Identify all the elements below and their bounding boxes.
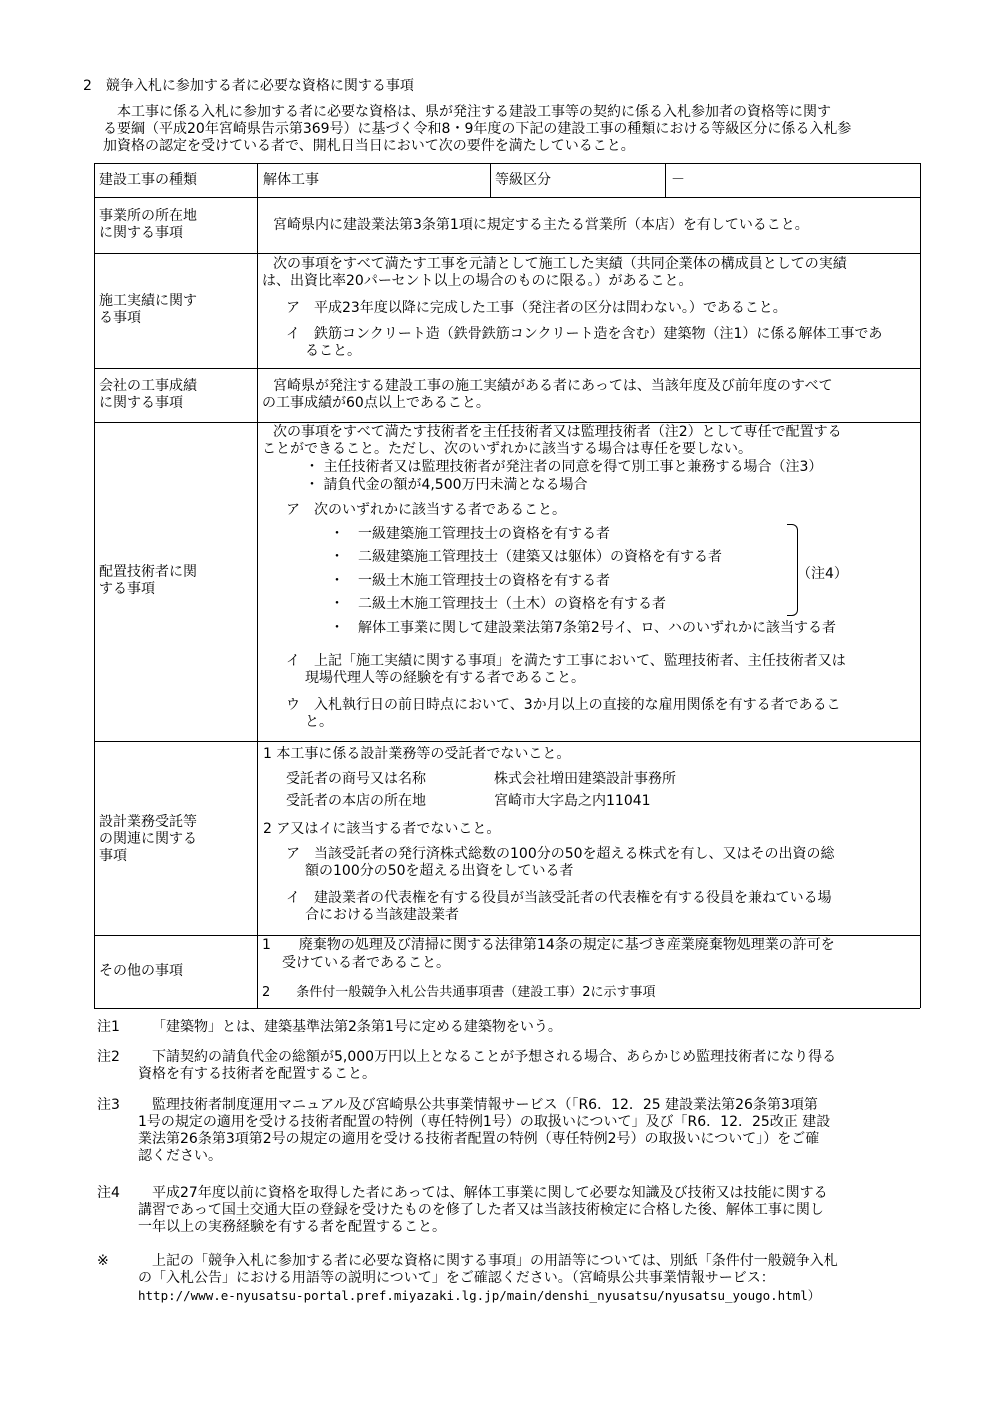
eng-label: する事項 xyxy=(99,581,155,597)
other-line: 受けている者であること。 xyxy=(282,955,450,971)
eng-line: ・ 一級建築施工管理技士の資格を有する者 xyxy=(330,526,610,542)
note-line: 1号の規定の適用を受ける技術者配置の特例（専任特例1号）の取扱いについて」及び「R6．12．25改正 建設 xyxy=(138,1114,831,1130)
design-line: イ 建設業者の代表権を有する役員が当該受託者の代表権を有する役員を兼ねている場 xyxy=(286,890,832,906)
intro-line: 加資格の認定を受けている者で、開札日当日において次の要件を満たしていること。 xyxy=(103,138,635,154)
design-line: 1 本工事に係る設計業務等の受託者でないこと。 xyxy=(263,746,571,762)
eng-line: ・ 二級建築施工管理技士（建築又は躯体）の資格を有する者 xyxy=(330,549,722,565)
design-line: 額の100分の50を超える出資をしている者 xyxy=(305,863,574,879)
note-mark: 注2 xyxy=(97,1049,120,1065)
type-label: 建設工事の種類 xyxy=(99,172,197,188)
design-line: 合における当該建設業者 xyxy=(305,907,459,923)
note-line: 上記の「競争入札に参加する者に必要な資格に関する事項」の用語等については、別紙「条件付一般競争入札 xyxy=(152,1253,838,1269)
eng-label: 配置技術者に関 xyxy=(99,564,197,580)
grades-label: 会社の工事成績 xyxy=(99,378,197,394)
note-mark: 注4 xyxy=(97,1185,120,1201)
note-line: 資格を有する技術者を配置すること。 xyxy=(138,1066,376,1082)
design-line: 受託者の本店の所在地 xyxy=(286,793,426,809)
eng-line: ・ 一級土木施工管理技士の資格を有する者 xyxy=(330,573,610,589)
design-line: 株式会社増田建築設計事務所 xyxy=(494,771,676,787)
section-heading: 2 競争入札に参加する者に必要な資格に関する事項 xyxy=(83,78,414,94)
design-label: の関連に関する xyxy=(99,831,197,847)
perf-label: る事項 xyxy=(99,310,141,326)
grades-line: 宮崎県が発注する建設工事の施工実績がある者にあっては、当該年度及び前年度のすべて xyxy=(273,378,833,394)
note-mark: 注1 xyxy=(97,1019,120,1035)
office-label: に関する事項 xyxy=(99,225,183,241)
eng-line: ・ 請負代金の額が4,500万円未満となる場合 xyxy=(305,477,588,493)
design-line: 2 ア又はイに該当する者でないこと。 xyxy=(263,821,501,837)
eng-line: ことができること。ただし、次のいずれかに該当する場合は専任を要しない。 xyxy=(262,441,752,457)
portal-link[interactable]: http://www.e-nyusatsu-portal.pref.miyazaki.lg.jp/main/denshi_nyusatsu/nyusatsu_yougo.html） xyxy=(138,1288,821,1303)
eng-line: 次の事項をすべて満たす技術者を主任技術者又は監理技術者（注2）として専任で配置する xyxy=(273,424,842,440)
eng-line: ・ 主任技術者又は監理技術者が発注者の同意を得て別工事と兼務する場合（注3） xyxy=(305,459,823,475)
note-line: 監理技術者制度運用マニュアル及び宮崎県公共事業情報サービス（「R6．12．25 建設業法第26条第3項第 xyxy=(152,1097,818,1113)
note-mark: ※ xyxy=(97,1253,109,1269)
note-line: の「入札公告」における用語等の説明について」をご確認ください。（宮崎県公共事業情報サービス： xyxy=(138,1270,775,1286)
perf-line: ること。 xyxy=(305,343,361,359)
eng-line: と。 xyxy=(305,714,333,730)
note-mark: 注3 xyxy=(97,1097,120,1113)
note-line: 平成27年度以前に資格を取得した者にあっては、解体工事業に関して必要な知識及び技術又は技能に関する xyxy=(152,1185,828,1201)
note-line: 一年以上の実務経験を有する者を配置すること。 xyxy=(138,1219,446,1235)
eng-line: イ 上記「施工実績に関する事項」を満たす工事において、監理技術者、主任技術者又は xyxy=(286,653,846,669)
office-label: 事業所の所在地 xyxy=(99,208,197,224)
design-line: 宮崎市大字島之内11041 xyxy=(494,793,651,809)
other-label: その他の事項 xyxy=(99,963,183,979)
perf-line: ア 平成23年度以降に完成した工事（発注者の区分は問わない。）であること。 xyxy=(286,300,787,316)
perf-line: は、出資比率20パーセント以上の場合のものに限る。）があること。 xyxy=(262,273,693,289)
eng-note4: （注4） xyxy=(797,566,848,582)
perf-line: イ 鉄筋コンクリート造（鉄骨鉄筋コンクリート造を含む）建築物（注1）に係る解体工事であ xyxy=(286,326,883,342)
note-line: 業法第26条第3項第2号の規定の適用を受ける技術者配置の特例（専任特例2号）の取扱いについて」）をご確 xyxy=(138,1131,820,1147)
design-label: 設計業務受託等 xyxy=(99,814,197,830)
perf-label: 施工実績に関す xyxy=(99,293,197,309)
grades-label: に関する事項 xyxy=(99,395,183,411)
intro-line: 本工事に係る入札に参加する者に必要な資格は、県が発注する建設工事等の契約に係る入札参加者の資格等に関す xyxy=(117,104,831,120)
perf-line: 次の事項をすべて満たす工事を元請として施工した実績（共同企業体の構成員としての実績 xyxy=(273,256,847,272)
design-line: ア 当該受託者の発行済株式総数の100分の50を超える株式を有し、又はその出資の総 xyxy=(286,846,835,862)
intro-line: る要綱（平成20年宮崎県告示第369号）に基づく令和8・9年度の下記の建設工事の種類における等級区分に係る入札参 xyxy=(103,121,852,137)
design-label: 事項 xyxy=(99,848,127,864)
grades-line: の工事成績が60点以上であること。 xyxy=(262,395,490,411)
eng-line: ・ 二級土木施工管理技士（土木）の資格を有する者 xyxy=(330,596,666,612)
note-line: 認ください。 xyxy=(138,1148,222,1164)
office-text: 宮崎県内に建設業法第3条第1項に規定する主たる営業所（本店）を有していること。 xyxy=(273,217,809,233)
eng-line: ア 次のいずれかに該当する者であること。 xyxy=(286,502,566,518)
note-line: 「建築物」とは、建築基準法第2条第1号に定める建築物をいう。 xyxy=(152,1019,562,1035)
grade-label: 等級区分 xyxy=(495,172,551,188)
eng-line: 現場代理人等の経験を有する者であること。 xyxy=(305,670,585,686)
other-line: 1 廃棄物の処理及び清掃に関する法律第14条の規定に基づき産業廃棄物処理業の許可を xyxy=(262,937,835,953)
grade-value: － xyxy=(671,172,685,188)
note-line: 下請契約の請負代金の総額が5,000万円以上となることが予想される場合、あらかじめ監理技術者になり得る xyxy=(152,1049,837,1065)
eng-line: ・ 解体工事業に関して建設業法第7条第2号イ、ロ、ハのいずれかに該当する者 xyxy=(330,620,836,636)
type-value: 解体工事 xyxy=(263,172,319,188)
eng-line: ウ 入札執行日の前日時点において、3か月以上の直接的な雇用関係を有する者であるこ xyxy=(286,697,841,713)
other-line: 2 条件付一般競争入札公告共通事項書（建設工事）2に示す事項 xyxy=(262,985,656,1000)
design-line: 受託者の商号又は名称 xyxy=(286,771,426,787)
note-line: 講習であって国土交通大臣の登録を受けたものを修了した者又は当該技術検定に合格した後、解体工事に関し xyxy=(138,1202,824,1218)
